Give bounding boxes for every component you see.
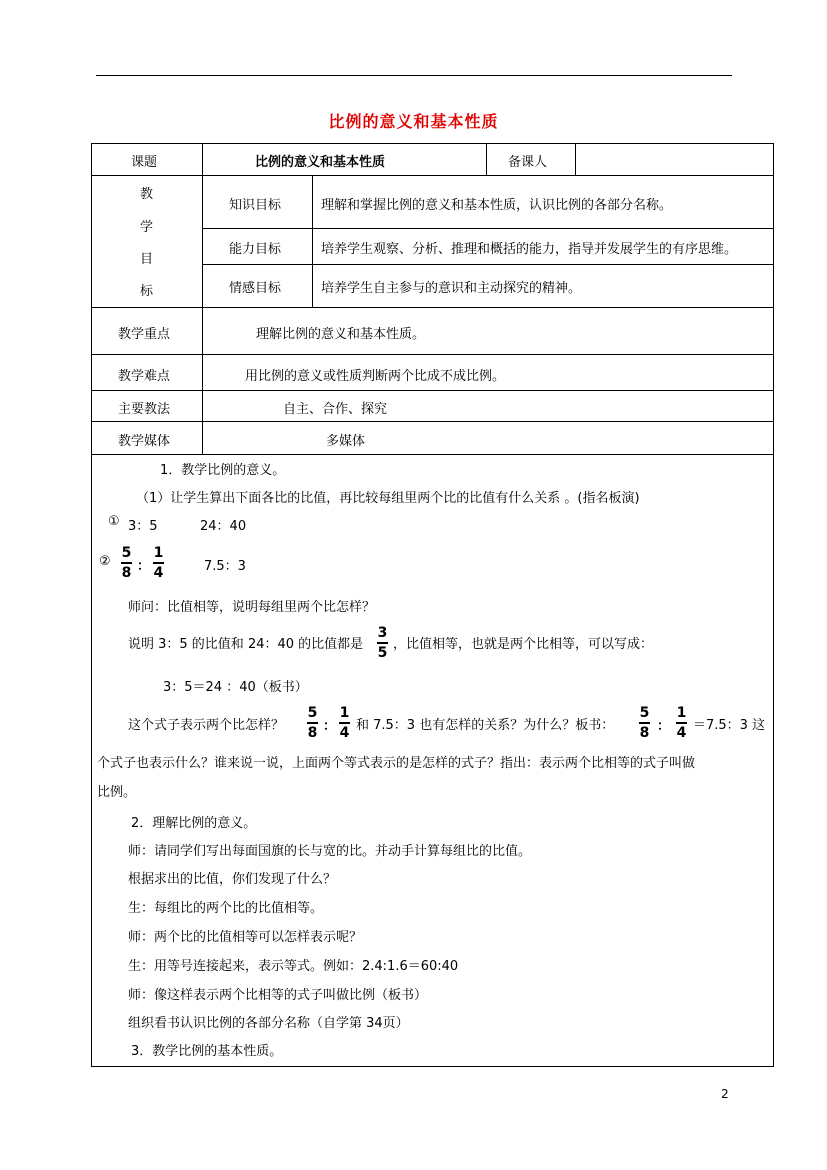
topic-label: 课题: [131, 155, 158, 170]
explain-text-a: 说明 3：5 的比值和 24：40 的比值都是: [128, 637, 364, 652]
method-value: 自主、合作、探究: [283, 402, 388, 417]
equation-board: 3：5＝24 ：40（板书）: [163, 680, 308, 695]
fraction-3-5: 3 5: [377, 625, 388, 661]
media-label: 教学媒体: [118, 434, 171, 449]
key-point-label: 教学重点: [118, 327, 171, 342]
paragraph-line-2: 个式子也表示什么？谁来说一说，上面两个等式表示的是怎样的式子？指出：表示两个比相等的式子叫做: [97, 756, 696, 771]
goal-label-knowledge: 知识目标: [229, 198, 282, 213]
goal-text-emotion: 培养学生自主参与的意识和主动探究的精神。: [321, 281, 582, 296]
difficulty-value: 用比例的意义或性质判断两个比成不成比例。: [245, 369, 506, 384]
goal-label-emotion: 情感目标: [229, 281, 282, 296]
body-line: 生：每组比的两个比的比值相等。: [128, 901, 324, 916]
fraction-1-4: 1 4: [339, 705, 350, 741]
fraction-1-4: 1 4: [676, 705, 687, 741]
paragraph-line-3: 比例。: [97, 785, 137, 800]
item-1-mark: ①: [108, 514, 120, 529]
paragraph-a: 这个式子表示两个比怎样？: [128, 718, 285, 733]
item-2-colon: ：: [137, 559, 151, 574]
paragraph-c: ＝7.5：3 这: [693, 718, 766, 733]
topic-value: 比例的意义和基本性质: [255, 155, 386, 170]
fraction-5-8: 5 8: [121, 545, 132, 581]
page-number: 2: [721, 1087, 729, 1101]
media-value: 多媒体: [326, 434, 366, 449]
method-label: 主要教法: [118, 402, 171, 417]
explain-text-b: ，比值相等，也就是两个比相等，可以写成：: [393, 637, 654, 652]
goals-label-char: 教: [140, 187, 154, 202]
body-line: 根据求出的比值，你们发现了什么？: [128, 872, 337, 887]
body-line: 师：像这样表示两个比相等的式子叫做比例（板书）: [128, 988, 428, 1003]
goals-label-char: 目: [140, 252, 154, 267]
goals-label-char: 学: [140, 220, 154, 235]
paragraph-b: 和 7.5：3 也有怎样的关系？为什么？板书：: [356, 718, 615, 733]
body-line: 组织看书认识比例的各部分名称（自学第 34页）: [128, 1016, 409, 1031]
key-point-value: 理解比例的意义和基本性质。: [256, 327, 426, 342]
goal-text-knowledge: 理解和掌握比例的意义和基本性质，认识比例的各部分名称。: [321, 198, 673, 213]
fraction-5-8: 5 8: [307, 705, 318, 741]
page-title: 比例的意义和基本性质: [328, 112, 499, 131]
paragraph-colon: ：: [323, 719, 337, 734]
difficulty-label: 教学难点: [118, 369, 171, 384]
preparer-label: 备课人: [508, 155, 548, 170]
fraction-5-8: 5 8: [639, 705, 650, 741]
fraction-1-4: 1 4: [153, 545, 164, 581]
item-1-ratio-b: 24：40: [200, 519, 247, 534]
header-rule: [96, 75, 732, 76]
item-1-ratio-a: 3：5: [128, 519, 158, 534]
item-2-mark: ②: [99, 554, 111, 569]
goal-label-ability: 能力目标: [229, 242, 282, 257]
section-2-heading: 2．理解比例的意义。: [131, 816, 257, 831]
goal-text-ability: 培养学生观察、分析、推理和概括的能力，指导并发展学生的有序思维。: [321, 242, 738, 257]
paragraph-colon: ：: [657, 719, 671, 734]
body-line: 师：两个比的比值相等可以怎样表示呢？: [128, 930, 363, 945]
body-line: 师：请同学们写出每面国旗的长与宽的比。并动手计算每组比的比值。: [128, 844, 532, 859]
section-3-heading: 3．教学比例的基本性质。: [131, 1044, 283, 1059]
goals-label-char: 标: [140, 284, 154, 299]
item-2-ratio-b: 7.5：3: [204, 559, 246, 574]
section-1-1: （1）让学生算出下面各比的比值，再比较每组里两个比的比值有什么关系 。(指名板演): [136, 491, 640, 506]
body-line: 生：用等号连接起来，表示等式。例如：2.4:1.6＝60:40: [128, 959, 459, 974]
teacher-question: 师问：比值相等，说明每组里两个比怎样？: [128, 600, 376, 615]
section-1-heading: 1．教学比例的意义。: [160, 463, 286, 478]
